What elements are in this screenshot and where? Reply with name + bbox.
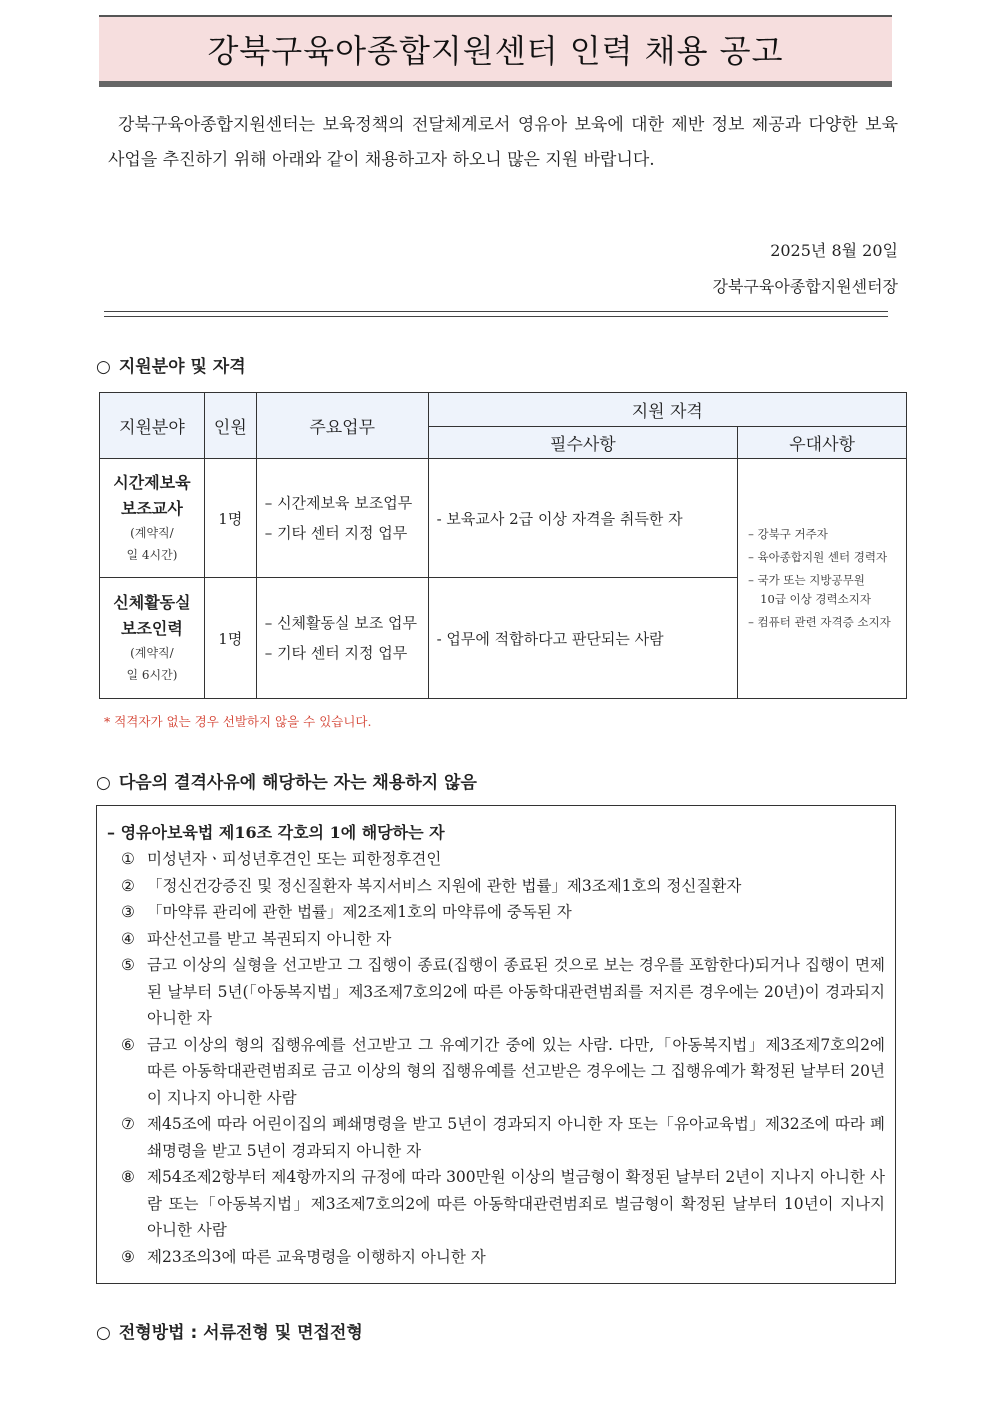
section-heading-disqualification — [96, 768, 477, 793]
preferred-cell — [738, 459, 907, 699]
item-text: 파산선고를 받고 복권되지 아니한 자 — [147, 929, 392, 948]
item-number: ④ — [121, 929, 135, 948]
section-heading-selection — [96, 1318, 363, 1343]
item-text: 금고 이상의 형의 집행유예를 선고받고 그 유예기간 중에 있는 사람. 다만,「아동복지법」제3조제7호의2에 따른 아동학대관련범죄로 금고 이상의 형의 집행유예를 선고받은 경우에는 그 집행유예가 확정된 날부터 20년이 지나지 아니한 사람 — [147, 1035, 885, 1107]
notice-text: * 적격자가 없는 경우 선발하지 않을 수 있습니다. — [104, 714, 372, 729]
required-cell: - 업무에 적합하다고 판단되는 사람 — [428, 578, 738, 699]
item-number: ① — [121, 850, 135, 868]
item-number: ② — [121, 876, 135, 895]
header-qualification: 지원 자격 — [428, 393, 906, 427]
page-title: 강북구육아종합지원센터 인력 채용 공고 — [207, 32, 784, 70]
circle-bullet-icon: ○ — [96, 1323, 111, 1343]
disqualification-box — [96, 805, 896, 1284]
item-number: ⑤ — [121, 956, 135, 974]
field-contract-note: (계약직/ — [130, 646, 174, 660]
item-text: 제45조에 따라 어린이집의 폐쇄명령을 받고 5년이 경과되지 아니한 자 또는「유아교육법」제32조에 따라 폐쇄명령을 받고 5년이 경과되지 아니한 자 — [147, 1115, 885, 1160]
count-cell: 1명 — [204, 459, 256, 578]
field-cell — [100, 578, 205, 699]
preferred-item: – 강북구 거주자 — [748, 527, 828, 541]
list-item — [107, 899, 885, 926]
header-duties: 주요업무 — [256, 393, 428, 459]
list-item — [107, 1111, 885, 1164]
header-preferred: 우대사항 — [738, 427, 907, 459]
section-heading-text: 전형방법 : 서류전형 및 면접전형 — [118, 1323, 363, 1343]
count-cell: 1명 — [204, 578, 256, 699]
announcement-date: 2025년 8월 20일 — [770, 241, 898, 260]
field-contract-note: 일 6시간) — [126, 668, 178, 682]
double-divider — [104, 311, 888, 317]
title-banner — [99, 15, 892, 87]
intro-paragraph: 강북구육아종합지원센터는 보육정책의 전달체계로서 영유아 보육에 대한 제반 정보 제공과 다양한 보육 사업을 추진하기 위해 아래와 같이 채용하고자 하오니 많은 지원 바랍니다. — [108, 115, 898, 170]
disqualification-heading: – 영유아보육법 제16조 각호의 1에 해당하는 자 — [107, 823, 445, 842]
section-heading-text: 지원분야 및 자격 — [118, 357, 246, 377]
field-name-line: 신체활동실 — [113, 593, 191, 612]
section-heading-text: 다음의 결격사유에 해당하는 자는 채용하지 않음 — [118, 773, 477, 793]
list-item — [107, 926, 885, 953]
circle-bullet-icon: ○ — [96, 773, 111, 793]
item-text: 「마약류 관리에 관한 법률」제2조제1호의 마약류에 중독된 자 — [147, 903, 572, 921]
header-required: 필수사항 — [428, 427, 738, 459]
preferred-item: 10급 이상 경력소지자 — [760, 592, 871, 606]
table-row — [100, 459, 907, 578]
duty-item: – 기타 센터 지정 업무 — [264, 644, 408, 662]
item-number: ⑧ — [121, 1168, 135, 1186]
circle-bullet-icon: ○ — [96, 357, 111, 377]
item-text: 금고 이상의 실형을 선고받고 그 집행이 종료(집행이 종료된 것으로 보는 경우를 포함한다)되거나 집행이 면제된 날부터 5년(「아동복지법」제3조제7호의2에 따른 아동학대관련범죄를 저지른 경우에는 20년)이 경과되지 아니한 자 — [147, 956, 885, 1027]
field-name-line: 보조교사 — [121, 499, 183, 518]
duties-cell — [256, 578, 428, 699]
required-cell: - 보육교사 2급 이상 자격을 취득한 자 — [428, 459, 738, 578]
item-number: ⑨ — [121, 1247, 135, 1266]
field-contract-note: 일 4시간) — [126, 548, 178, 562]
field-cell — [100, 459, 205, 578]
list-item — [107, 873, 885, 900]
preferred-item: – 육아종합지원 센터 경력자 — [748, 550, 888, 564]
preferred-item: – 컴퓨터 관련 자격증 소지자 — [748, 615, 891, 629]
item-number: ⑦ — [121, 1115, 135, 1133]
list-item — [107, 1244, 885, 1271]
item-text: 제54조제2항부터 제4항까지의 규정에 따라 300만원 이상의 벌금형이 확정된 날부터 2년이 지나지 아니한 사람 또는「아동복지법」제3조제7호의2에 따른 아동학대관련범죄로 벌금형이 확정된 날부터 10년이 지나지 아니한 사람 — [147, 1168, 885, 1239]
item-number: ③ — [121, 903, 135, 921]
duty-item: – 기타 센터 지정 업무 — [264, 524, 408, 542]
list-item — [107, 952, 885, 1032]
header-count: 인원 — [204, 393, 256, 459]
preferred-item: – 국가 또는 지방공무원 — [748, 573, 865, 587]
item-number: ⑥ — [121, 1035, 135, 1054]
field-contract-note: (계약직/ — [130, 526, 174, 540]
list-item — [107, 1032, 885, 1112]
item-text: 제23조의3에 따른 교육명령을 이행하지 아니한 자 — [147, 1247, 486, 1266]
item-text: 「정신건강증진 및 정신질환자 복지서비스 지원에 관한 법률」제3조제1호의 정신질환자 — [147, 876, 742, 895]
list-item — [107, 846, 885, 873]
section-heading-fields — [96, 352, 246, 377]
recruitment-table — [99, 392, 907, 699]
item-text: 미성년자ㆍ피성년후견인 또는 피한정후견인 — [147, 850, 442, 868]
signer-name: 강북구육아종합지원센터장 — [712, 277, 898, 296]
header-field: 지원분야 — [100, 393, 205, 459]
field-name-line: 보조인력 — [121, 619, 183, 638]
duty-item: – 신체활동실 보조 업무 — [264, 614, 418, 632]
field-name-line: 시간제보육 — [113, 473, 191, 492]
list-item — [107, 1164, 885, 1244]
duty-item: – 시간제보육 보조업무 — [264, 494, 413, 512]
duties-cell — [256, 459, 428, 578]
